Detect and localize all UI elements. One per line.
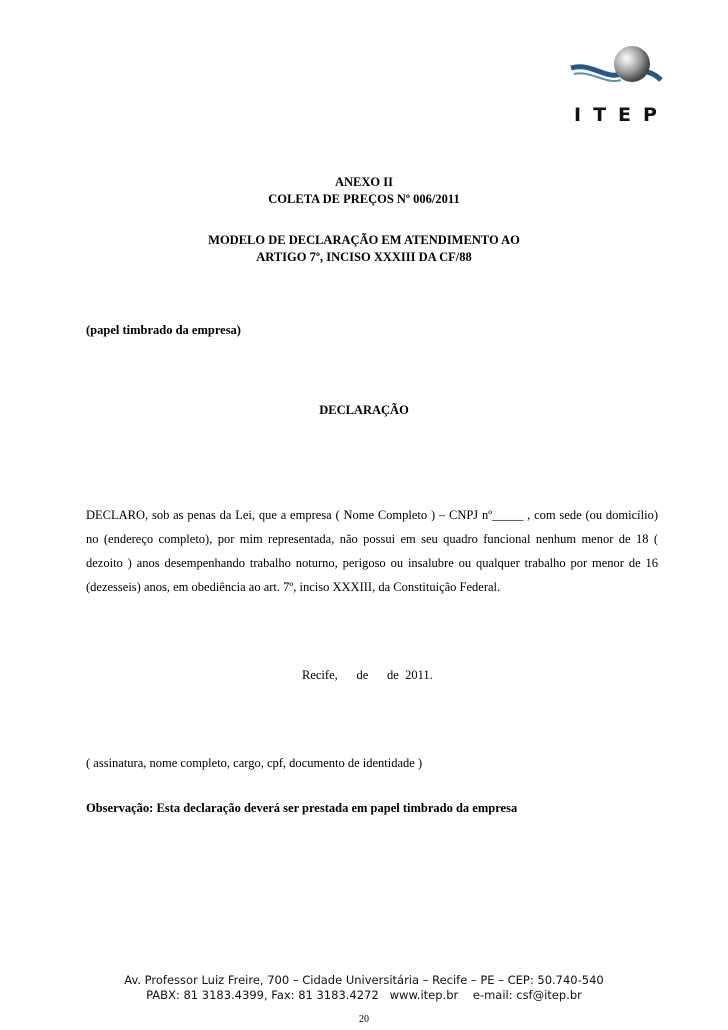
footer-line-1: Av. Professor Luiz Freire, 700 – Cidade Universitária – Recife – PE – CEP: 50.740-540 [124,973,604,987]
model-heading [0,232,728,266]
place-date: Recife, de de 2011. [302,668,433,682]
footer-line-2: PABX: 81 3183.4399, Fax: 81 3183.4272 www.itep.br e-mail: csf@itep.br [146,988,582,1002]
letterhead-note: (papel timbrado da empresa) [86,323,241,337]
observation-note: Observação: Esta declaração deverá ser prestada em papel timbrado da empresa [86,801,518,815]
declaration-body: DECLARO, sob as penas da Lei, que a empresa ( Nome Completo ) – CNPJ nº_____ , com sede (ou domicílio) no (endereço completo), por mim representada, não possui em seu quadro funcional nenhum menor de 18 ( dezoito ) anos desempenhando trabalho noturno, perigoso ou insalubre ou qualquer trabalho por menor de 16 (dezesseis) anos, em obediência ao art. 7º, inciso XXXIII, da Constituição Federal. [86,508,658,594]
footer-address [0,973,728,1003]
declaration-title: DECLARAÇÃO [319,403,409,417]
logo-wordmark: ITEP [574,104,669,126]
page-number: 20 [359,1014,369,1025]
collection-number: COLETA DE PREÇOS Nº 006/2011 [268,192,460,206]
signature-line: ( assinatura, nome completo, cargo, cpf, documento de identidade ) [86,756,423,770]
model-line-2: ARTIGO 7º, INCISO XXXIII DA CF/88 [256,250,472,264]
annex-label: ANEXO II [335,175,393,189]
model-line-1: MODELO DE DECLARAÇÃO EM ATENDIMENTO AO [208,233,520,247]
annex-heading [0,174,728,208]
